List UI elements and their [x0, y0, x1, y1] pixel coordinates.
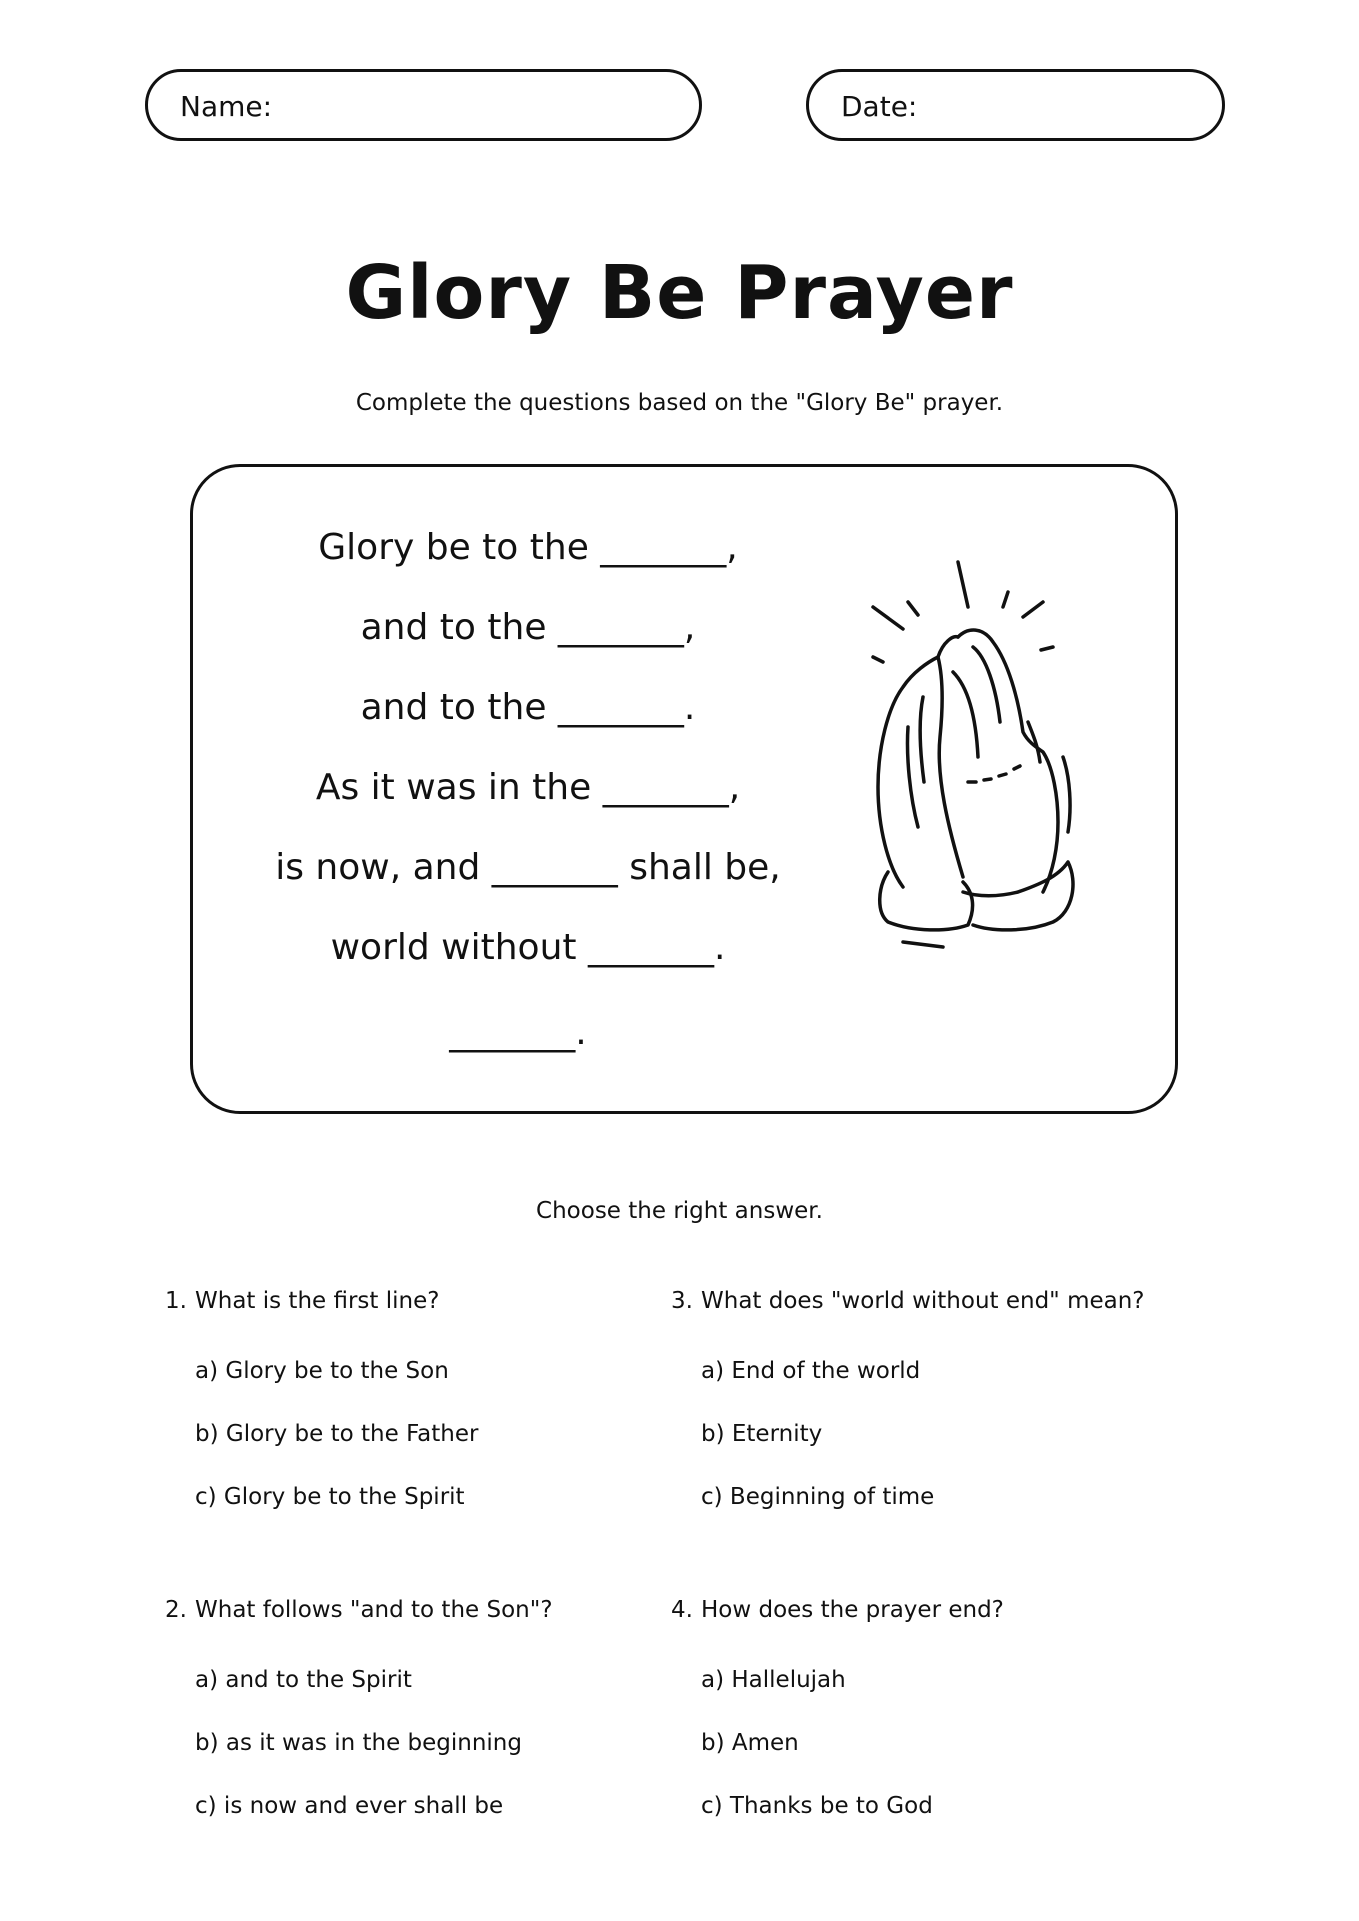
- question-text: What is the first line?: [195, 1288, 440, 1314]
- question-3: [671, 1288, 1151, 1514]
- prayer-line-2: and to the _______,: [360, 607, 696, 648]
- answer-option[interactable]: c) Glory be to the Spirit: [195, 1484, 465, 1510]
- name-label: Name:: [180, 90, 273, 123]
- question-text: What does "world without end" mean?: [701, 1288, 1145, 1314]
- answer-option[interactable]: c) is now and ever shall be: [195, 1793, 504, 1819]
- answer-option[interactable]: a) Hallelujah: [701, 1667, 846, 1693]
- answer-option[interactable]: b) as it was in the beginning: [195, 1730, 522, 1756]
- answer-option[interactable]: b) Amen: [701, 1730, 799, 1756]
- name-field[interactable]: [145, 69, 702, 141]
- question-text: How does the prayer end?: [701, 1597, 1004, 1623]
- praying-hands-icon: [858, 547, 1098, 967]
- answer-option[interactable]: b) Glory be to the Father: [195, 1421, 479, 1447]
- page-title: Glory Be Prayer: [345, 250, 1014, 336]
- instructions: Complete the questions based on the "Glory Be" prayer.: [355, 390, 1004, 416]
- prayer-line-7: _______.: [449, 1012, 587, 1053]
- prayer-line-1: Glory be to the _______,: [318, 527, 738, 568]
- prayer-line-5: is now, and _______ shall be,: [275, 847, 781, 888]
- answer-option[interactable]: c) Thanks be to God: [701, 1793, 933, 1819]
- answer-option[interactable]: a) and to the Spirit: [195, 1667, 412, 1693]
- prayer-line-6: world without _______.: [330, 927, 726, 968]
- question-4: [671, 1597, 1151, 1823]
- date-field[interactable]: [806, 69, 1225, 141]
- question-1: [165, 1288, 645, 1514]
- prayer-line-4: As it was in the _______,: [315, 767, 741, 808]
- question-number: 4.: [671, 1597, 693, 1623]
- quiz-heading: Choose the right answer.: [536, 1198, 823, 1224]
- answer-option[interactable]: a) Glory be to the Son: [195, 1358, 449, 1384]
- answer-option[interactable]: c) Beginning of time: [701, 1484, 935, 1510]
- date-label: Date:: [841, 90, 918, 123]
- answer-option[interactable]: b) Eternity: [701, 1421, 823, 1447]
- question-number: 2.: [165, 1597, 187, 1623]
- question-text: What follows "and to the Son"?: [195, 1597, 553, 1623]
- question-number: 3.: [671, 1288, 693, 1314]
- answer-option[interactable]: a) End of the world: [701, 1358, 921, 1384]
- prayer-box: [190, 464, 1178, 1114]
- question-number: 1.: [165, 1288, 187, 1314]
- question-2: [165, 1597, 645, 1823]
- prayer-line-3: and to the _______.: [360, 687, 696, 728]
